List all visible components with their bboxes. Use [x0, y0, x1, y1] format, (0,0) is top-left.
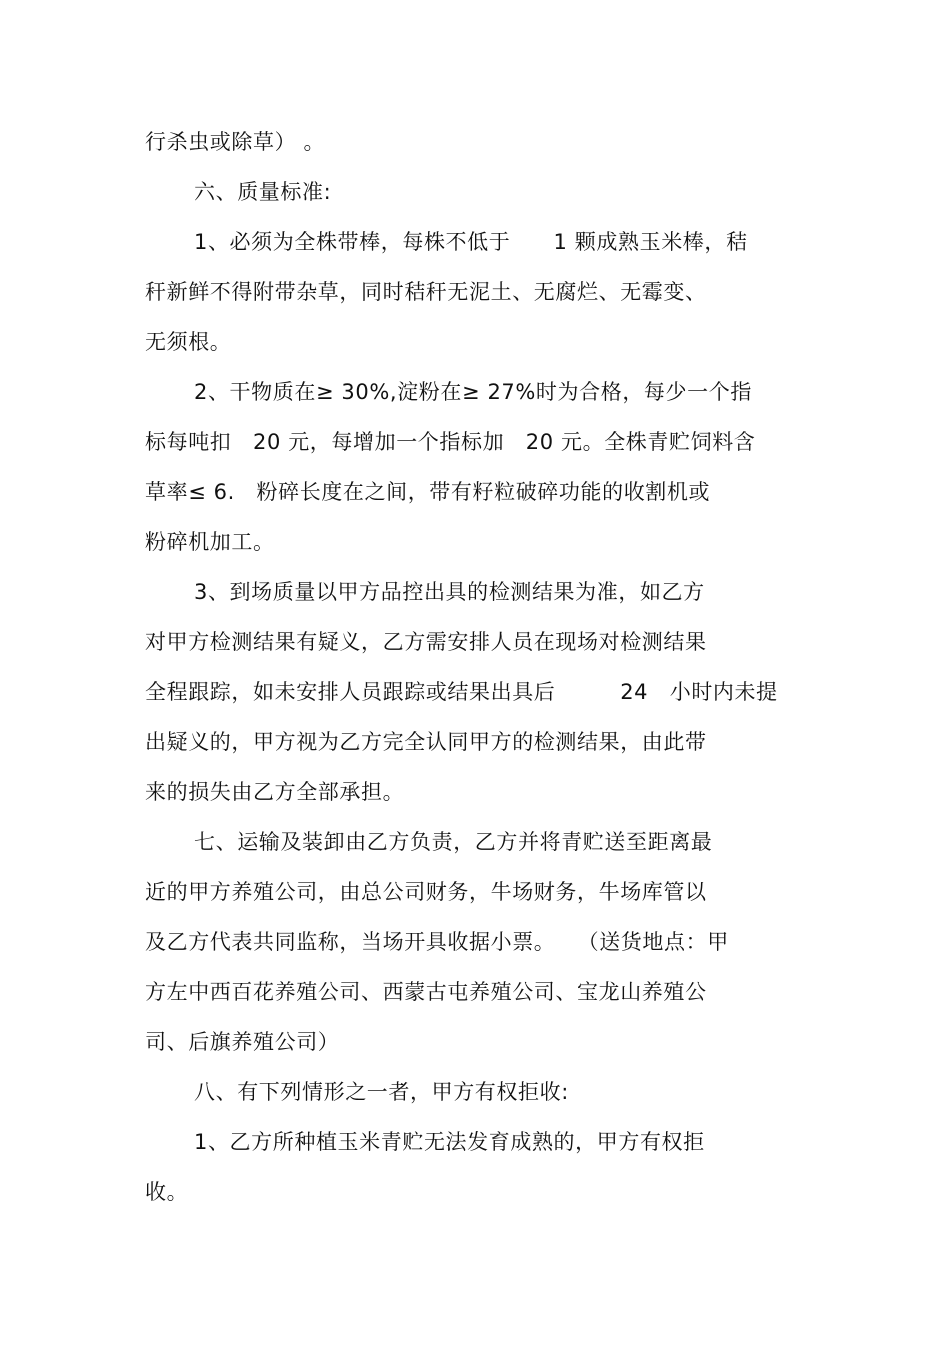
text-line: 及乙方代表共同监称，当场开具收据小票。 （送货地点：甲 [145, 930, 729, 954]
text-line: 1、必须为全株带棒，每株不低于 1 颗成熟玉米棒，秸 [194, 230, 748, 254]
text-line: 对甲方检测结果有疑义，乙方需安排人员在现场对检测结果 [145, 630, 707, 654]
text-line: 行杀虫或除草） 。 [145, 130, 326, 154]
text-line: 来的损失由乙方全部承担。 [145, 780, 405, 804]
text-line: 3、到场质量以甲方品控出具的检测结果为准，如乙方 [194, 580, 705, 604]
text-line: 近的甲方养殖公司，由总公司财务，牛场财务，牛场库管以 [145, 880, 707, 904]
text-line: 无须根。 [145, 330, 232, 354]
text-line: 方左中西百花养殖公司、西蒙古屯养殖公司、宝龙山养殖公 [145, 980, 707, 1004]
text-line: 司、后旗养殖公司） [145, 1030, 340, 1054]
section-heading: 六、质量标准: [194, 180, 332, 204]
section-heading: 八、有下列情形之一者，甲方有权拒收: [194, 1080, 569, 1104]
text-line: 标每吨扣 20 元，每增加一个指标加 20 元。全株青贮饲料含 [145, 430, 756, 454]
text-line: 收。 [145, 1180, 189, 1204]
text-line: 粉碎机加工。 [145, 530, 275, 554]
text-line: 全程跟踪，如未安排人员跟踪或结果出具后 24 小时内未提 [145, 680, 778, 704]
section-heading: 七、运输及装卸由乙方负责，乙方并将青贮送至距离最 [194, 830, 713, 854]
text-line: 草率≤ 6. 粉碎长度在之间，带有籽粒破碎功能的收割机或 [145, 480, 711, 504]
text-line: 秆新鲜不得附带杂草，同时秸秆无泥土、无腐烂、无霉变、 [145, 280, 707, 304]
text-line: 1、乙方所种植玉米青贮无法发育成熟的，甲方有权拒 [194, 1130, 705, 1154]
text-line: 2、干物质在≥ 30%,淀粉在≥ 27%时为合格，每少一个指 [194, 380, 752, 404]
text-line: 出疑义的，甲方视为乙方完全认同甲方的检测结果，由此带 [145, 730, 707, 754]
